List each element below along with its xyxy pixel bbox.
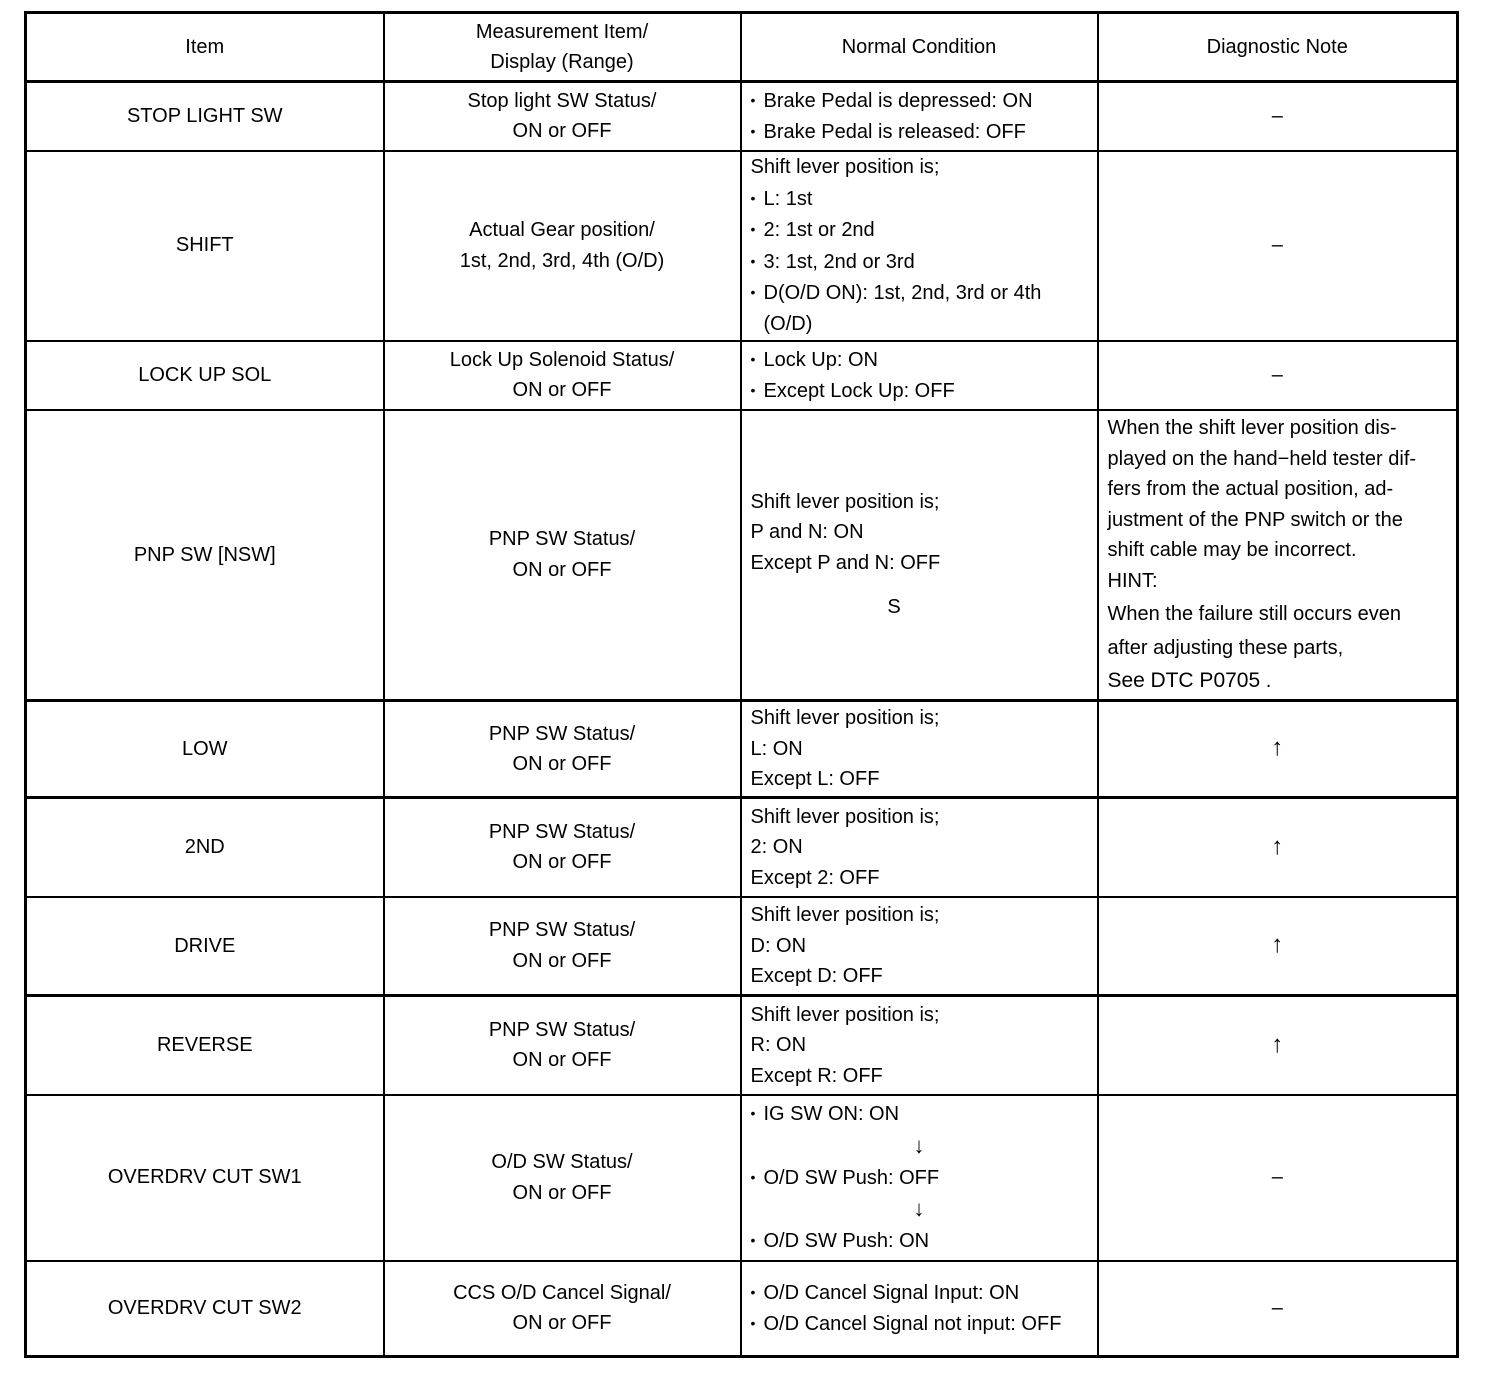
note-cell: – (1098, 82, 1458, 151)
same-as-above-arrow-icon: ↑ (1271, 734, 1284, 762)
item-cell: OVERDRV CUT SW1 (26, 1095, 384, 1261)
measurement-line1: PNP SW Status/ (488, 820, 636, 843)
note-cell (1098, 410, 1458, 701)
note-cell: – (1098, 151, 1458, 341)
measurement-line1: O/D SW Status/ (491, 1151, 633, 1173)
item-cell: LOCK UP SOL (26, 341, 384, 410)
note-see-reference (1108, 666, 1448, 697)
condition-cell (741, 701, 1098, 798)
arrow-down-icon: ↓ (913, 1196, 925, 1222)
table-row (26, 82, 1458, 151)
condition-bullet: • O/D SW Push: OFF (751, 1162, 1088, 1194)
item-cell: SHIFT (26, 151, 384, 341)
table-header-row (26, 13, 1458, 82)
measurement-cell (384, 798, 741, 897)
condition-bullet: • O/D SW Push: ON (751, 1225, 1088, 1257)
note-line: When the failure still occurs even (1107, 603, 1401, 625)
measurement-line1: Lock Up Solenoid Status/ (449, 348, 675, 371)
condition-bullet: • 2: 1st or 2nd (751, 214, 1088, 246)
condition-bullet: • O/D Cancel Signal not input: OFF (751, 1308, 1088, 1340)
measurement-cell (384, 996, 741, 1095)
measurement-line2: ON or OFF (512, 1181, 612, 1204)
measurement-cell (384, 151, 741, 341)
measurement-line2: 1st, 2nd, 3rd, 4th (O/D) (459, 249, 665, 272)
dtc-reference-link[interactable]: DTC P0705 (1150, 669, 1261, 692)
note-line: fers from the actual position, ad- (1107, 478, 1394, 500)
condition-line: Shift lever position is; (750, 1003, 940, 1026)
condition-cell (741, 1261, 1098, 1357)
note-line: justment of the PNP switch or the (1107, 508, 1403, 531)
condition-bullet: • L: 1st (751, 183, 1088, 215)
measurement-line2: ON or OFF (512, 1312, 612, 1335)
measurement-line1: PNP SW Status/ (488, 1018, 636, 1041)
see-label: See (1107, 669, 1145, 692)
measurement-line1: PNP SW Status/ (488, 919, 636, 942)
item-cell: PNP SW [NSW] (26, 410, 384, 701)
condition-line: D: ON (750, 934, 807, 957)
measurement-cell (384, 1261, 741, 1357)
table-row (26, 996, 1458, 1095)
note-cell (1098, 701, 1458, 798)
condition-cell (741, 1095, 1098, 1261)
note-cell (1098, 996, 1458, 1095)
condition-bullet: • D(O/D ON): 1st, 2nd, 3rd or 4th (O/D) (751, 277, 1088, 339)
condition-bullet: • O/D Cancel Signal Input: ON (751, 1277, 1088, 1309)
note-line: HINT: (1107, 569, 1158, 592)
condition-line: Shift lever position is; (750, 805, 940, 828)
note-period: . (1265, 670, 1272, 692)
header-measurement (384, 13, 741, 82)
header-diagnostic-note: Diagnostic Note (1098, 13, 1458, 82)
condition-cell (741, 996, 1098, 1095)
condition-bullet: • Lock Up: ON (751, 344, 1088, 376)
note-cell: – (1098, 341, 1458, 410)
measurement-line2: ON or OFF (512, 379, 612, 401)
condition-line: Except R: OFF (750, 1064, 883, 1087)
condition-line: R: ON (750, 1034, 807, 1056)
condition-bullet: • Brake Pedal is released: OFF (751, 116, 1088, 148)
table-row (26, 151, 1458, 341)
diagnostic-data-table (24, 11, 1459, 1358)
table-row (26, 341, 1458, 410)
measurement-cell (384, 701, 741, 798)
measurement-cell (384, 410, 741, 701)
measurement-cell (384, 82, 741, 151)
measurement-cell (384, 897, 741, 996)
measurement-line2: ON or OFF (512, 753, 612, 775)
table-row (26, 798, 1458, 897)
note-line: played on the hand−held tester dif- (1107, 447, 1417, 470)
header-measurement-line2: Display (Range) (490, 51, 634, 73)
condition-line: P and N: ON (750, 521, 864, 544)
note-line: When the shift lever position dis- (1107, 417, 1397, 439)
measurement-line2: ON or OFF (512, 949, 612, 972)
measurement-line1: PNP SW Status/ (488, 528, 636, 551)
measurement-line2: ON or OFF (512, 851, 612, 874)
condition-bullet: • IG SW ON: ON (751, 1098, 1088, 1130)
condition-cell (741, 798, 1098, 897)
table-row (26, 701, 1458, 798)
measurement-line1: CCS O/D Cancel Signal/ (453, 1281, 671, 1304)
measurement-line1: Actual Gear position/ (469, 219, 655, 241)
condition-cell (741, 410, 1098, 701)
item-cell: DRIVE (26, 897, 384, 996)
condition-line: Except L: OFF (750, 768, 880, 791)
arrow-down-icon: ↓ (913, 1132, 925, 1158)
note-line: after adjusting these parts, (1107, 636, 1344, 659)
condition-bullet: • Brake Pedal is depressed: ON (751, 85, 1088, 117)
condition-line: Except P and N: OFF (750, 551, 941, 574)
item-cell: 2ND (26, 798, 384, 897)
header-measurement-line1: Measurement Item/ (475, 20, 649, 43)
measurement-line1: PNP SW Status/ (488, 722, 636, 745)
condition-cell (741, 151, 1098, 341)
measurement-line2: ON or OFF (512, 558, 612, 581)
same-as-above-arrow-icon: ↑ (1271, 931, 1284, 958)
condition-extra-mark: S (887, 596, 901, 619)
condition-line: Shift lever position is; (750, 904, 940, 926)
same-as-above-arrow-icon: ↑ (1271, 1030, 1284, 1058)
condition-cell (741, 897, 1098, 996)
condition-line: Shift lever position is; (750, 490, 940, 513)
condition-cell (741, 82, 1098, 151)
note-cell (1098, 897, 1458, 996)
measurement-line2: ON or OFF (512, 120, 612, 143)
condition-line: Except 2: OFF (750, 866, 880, 889)
note-cell (1098, 798, 1458, 897)
table-row (26, 1095, 1458, 1261)
condition-line: L: ON (750, 737, 803, 760)
table-row (26, 897, 1458, 996)
measurement-line1: Stop light SW Status/ (467, 89, 657, 112)
same-as-above-arrow-icon: ↑ (1271, 832, 1284, 860)
item-cell: REVERSE (26, 996, 384, 1095)
measurement-cell (384, 341, 741, 410)
condition-line: 2: ON (750, 836, 803, 858)
condition-line: Shift lever position is; (750, 707, 940, 730)
note-line: shift cable may be incorrect. (1107, 539, 1357, 561)
measurement-line2: ON or OFF (512, 1049, 612, 1072)
note-cell: – (1098, 1095, 1458, 1261)
table-row (26, 410, 1458, 701)
item-cell: OVERDRV CUT SW2 (26, 1261, 384, 1357)
header-item: Item (26, 13, 384, 82)
condition-cell (741, 341, 1098, 410)
condition-line: Except D: OFF (750, 965, 883, 987)
condition-bullet: • Except Lock Up: OFF (751, 375, 1088, 407)
item-cell: STOP LIGHT SW (26, 82, 384, 151)
measurement-cell (384, 1095, 741, 1261)
item-cell: LOW (26, 701, 384, 798)
header-normal-condition: Normal Condition (741, 13, 1098, 82)
condition-bullet: • 3: 1st, 2nd or 3rd (751, 246, 1088, 278)
condition-intro: Shift lever position is; (750, 156, 940, 178)
note-cell: – (1098, 1261, 1458, 1357)
table-row (26, 1261, 1458, 1357)
